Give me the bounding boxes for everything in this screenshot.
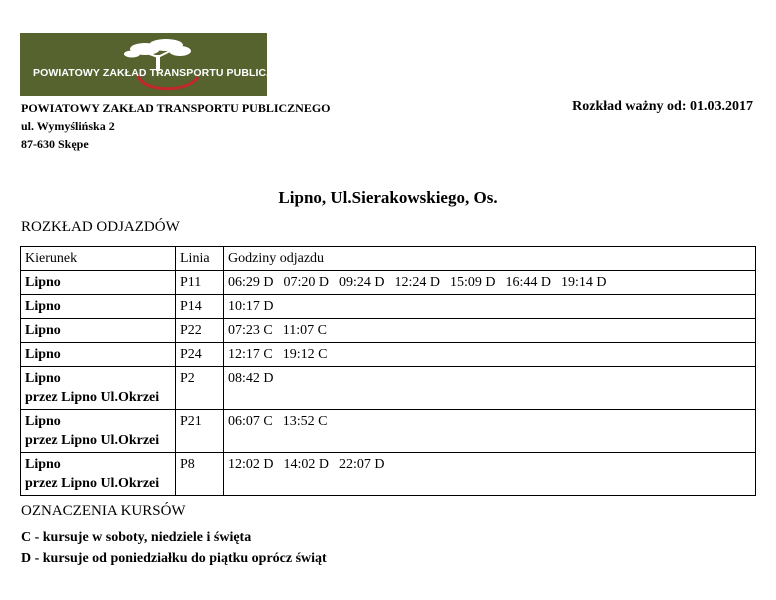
departure-time: 13:52 C xyxy=(282,414,328,429)
table-row xyxy=(21,453,756,496)
departure-time: 06:07 C xyxy=(228,414,273,429)
header-direction: Kierunek xyxy=(21,247,176,271)
departure-time: 11:07 C xyxy=(282,323,327,338)
table-row xyxy=(21,295,756,319)
company-street: ul. Wymyślińska 2 xyxy=(21,119,115,133)
times-cell xyxy=(224,319,756,343)
valid-from: Rozkład ważny od: 01.03.2017 xyxy=(572,99,753,114)
departure-time: 07:23 C xyxy=(228,323,273,338)
table-row xyxy=(21,271,756,295)
schedule-heading: ROZKŁAD ODJAZDÓW xyxy=(21,219,180,235)
direction-destination: Lipno xyxy=(25,275,61,290)
direction-cell xyxy=(21,319,176,343)
direction-destination: Lipno xyxy=(25,299,61,314)
table-header-row xyxy=(21,247,756,271)
times-cell xyxy=(224,453,756,496)
departure-time: 06:29 D xyxy=(228,275,274,290)
legend-heading: OZNACZENIA KURSÓW xyxy=(21,503,186,519)
departure-time: 14:02 D xyxy=(283,457,329,472)
stop-name: Lipno, Ul.Sierakowskiego, Os. xyxy=(278,188,498,207)
times-cell xyxy=(224,367,756,410)
departure-time: 12:02 D xyxy=(228,457,274,472)
direction-cell xyxy=(21,410,176,453)
direction-cell xyxy=(21,367,176,410)
direction-cell xyxy=(21,453,176,496)
line-cell: P14 xyxy=(176,295,224,319)
direction-cell xyxy=(21,295,176,319)
line-cell: P2 xyxy=(176,367,224,410)
legend-item-d: D - kursuje od poniedziałku do piątku oprócz świąt xyxy=(21,551,327,566)
table-row xyxy=(21,343,756,367)
line-cell: P11 xyxy=(176,271,224,295)
times-cell xyxy=(224,295,756,319)
departure-table xyxy=(20,246,756,496)
header-line: Linia xyxy=(176,247,224,271)
direction-destination: Lipno xyxy=(25,371,61,386)
direction-via: przez Lipno Ul.Okrzei xyxy=(25,390,160,405)
direction-destination: Lipno xyxy=(25,414,61,429)
direction-via: przez Lipno Ul.Okrzei xyxy=(25,433,160,448)
departure-time: 16:44 D xyxy=(505,275,551,290)
header-times: Godziny odjazdu xyxy=(224,247,756,271)
line-cell: P21 xyxy=(176,410,224,453)
times-cell xyxy=(224,271,756,295)
departure-time: 12:24 D xyxy=(394,275,440,290)
company-city: 87-630 Skępe xyxy=(21,137,89,151)
direction-destination: Lipno xyxy=(25,457,61,472)
line-cell: P24 xyxy=(176,343,224,367)
times-cell xyxy=(224,343,756,367)
departure-time: 19:14 D xyxy=(561,275,607,290)
company-logo xyxy=(20,33,305,96)
line-cell: P22 xyxy=(176,319,224,343)
tree-icon xyxy=(20,33,267,96)
departure-time: 09:24 D xyxy=(339,275,385,290)
departure-time: 15:09 D xyxy=(450,275,496,290)
line-cell: P8 xyxy=(176,453,224,496)
departure-time: 19:12 C xyxy=(282,347,328,362)
times-cell xyxy=(224,410,756,453)
departure-time: 10:17 D xyxy=(228,299,274,314)
direction-destination: Lipno xyxy=(25,323,61,338)
table-row xyxy=(21,410,756,453)
departure-time: 22:07 D xyxy=(339,457,385,472)
departure-time: 07:20 D xyxy=(283,275,329,290)
legend-item-c: C - kursuje w soboty, niedziele i święta xyxy=(21,530,252,545)
logo-text: POWIATOWY ZAKŁAD TRANSPORTU PUBLICZNEGO xyxy=(33,67,305,79)
table-row xyxy=(21,367,756,410)
direction-cell xyxy=(21,343,176,367)
departure-time: 08:42 D xyxy=(228,371,274,386)
direction-via: przez Lipno Ul.Okrzei xyxy=(25,476,160,491)
table-row xyxy=(21,319,756,343)
company-name: POWIATOWY ZAKŁAD TRANSPORTU PUBLICZNEGO xyxy=(21,101,331,115)
direction-cell xyxy=(21,271,176,295)
direction-destination: Lipno xyxy=(25,347,61,362)
departure-time: 12:17 C xyxy=(228,347,273,362)
